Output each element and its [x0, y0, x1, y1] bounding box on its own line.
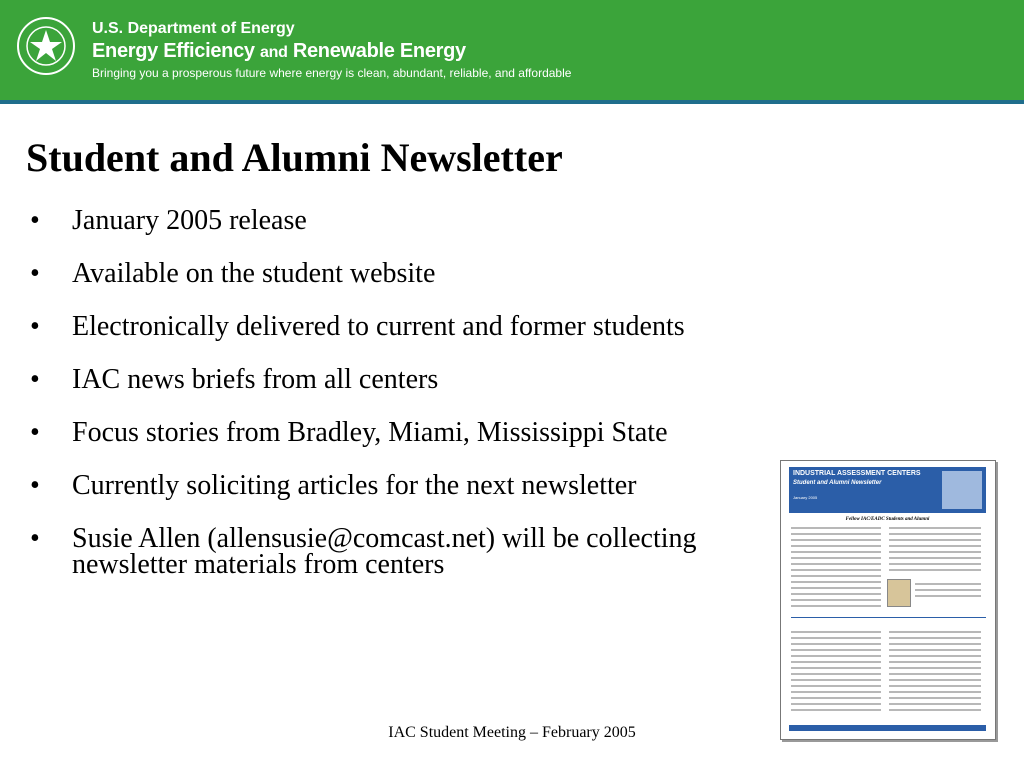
thumbnail-text-line	[915, 595, 981, 597]
thumbnail-text-line	[889, 563, 981, 565]
thumbnail-text-line	[889, 545, 981, 547]
department-name: U.S. Department of Energy	[92, 20, 295, 37]
slide-footer: IAC Student Meeting – February 2005	[388, 724, 636, 741]
thumbnail-text-line	[791, 575, 881, 577]
bullet-item: • Currently soliciting articles for the next newsletter	[30, 473, 790, 499]
thumbnail-text-line	[889, 551, 981, 553]
thumbnail-text-line	[889, 691, 981, 693]
thumbnail-text-line	[791, 685, 881, 687]
bullet-item: • Susie Allen (allensusie@comcast.net) will be collecting newsletter materials from centers	[30, 526, 712, 578]
bullet-item: • Available on the student website	[30, 261, 790, 287]
thumbnail-header-image	[942, 471, 982, 509]
thumbnail-text-line	[889, 685, 981, 687]
thumbnail-text-line	[915, 583, 981, 585]
thumbnail-text-line	[791, 643, 881, 645]
bullet-item: • IAC news briefs from all centers	[30, 367, 790, 393]
newsletter-thumbnail	[780, 460, 996, 740]
thumbnail-text-line	[791, 587, 881, 589]
thumbnail-date: January 2005	[793, 495, 818, 500]
thumbnail-text-line	[791, 539, 881, 541]
thumbnail-text-line	[791, 679, 881, 681]
thumbnail-text-line	[889, 709, 981, 711]
bullet-list	[30, 205, 790, 605]
bullet-item: • Electronically delivered to current and former students	[30, 314, 790, 340]
thumbnail-text-line	[889, 655, 981, 657]
bullet-item: • Focus stories from Bradley, Miami, Mississippi State	[30, 420, 790, 446]
thumbnail-text-line	[889, 557, 981, 559]
thumbnail-text-line	[791, 637, 881, 639]
thumbnail-text-line	[791, 661, 881, 663]
thumbnail-text-line	[791, 697, 881, 699]
header-divider	[0, 100, 1024, 104]
thumbnail-text-line	[889, 679, 981, 681]
thumbnail-text-line	[791, 563, 881, 565]
thumbnail-text-line	[791, 631, 881, 633]
thumbnail-text-line	[889, 539, 981, 541]
thumbnail-text-line	[791, 673, 881, 675]
thumbnail-text-line	[915, 589, 981, 591]
thumbnail-text-line	[791, 527, 881, 529]
thumbnail-text-line	[791, 649, 881, 651]
thumbnail-text-line	[791, 557, 881, 559]
thumbnail-text-line	[791, 599, 881, 601]
thumbnail-text-line	[791, 655, 881, 657]
eere-header-banner	[0, 0, 1024, 100]
thumbnail-text-line	[791, 551, 881, 553]
thumbnail-text-line	[889, 643, 981, 645]
thumbnail-text-line	[889, 649, 981, 651]
doe-seal-icon	[16, 16, 76, 76]
thumbnail-text-line	[791, 569, 881, 571]
thumbnail-text-line	[791, 533, 881, 535]
office-name: Energy Efficiency and Renewable Energy	[92, 40, 466, 62]
thumbnail-text-line	[889, 703, 981, 705]
thumbnail-text-line	[889, 533, 981, 535]
thumbnail-header	[789, 467, 986, 513]
thumbnail-section-heading: Fellow IAC/EADC Students and Alumni	[845, 517, 930, 522]
thumbnail-text-line	[791, 667, 881, 669]
thumbnail-text-line	[791, 703, 881, 705]
thumbnail-text-line	[889, 527, 981, 529]
thumbnail-text-line	[791, 709, 881, 711]
bullet-item: • January 2005 release	[30, 208, 790, 234]
thumbnail-text-line	[791, 581, 881, 583]
thumbnail-text-line	[889, 697, 981, 699]
tagline: Bringing you a prosperous future where energy is clean, abundant, reliable, and affordable	[92, 66, 572, 80]
thumbnail-divider	[791, 617, 986, 618]
thumbnail-text-line	[791, 593, 881, 595]
thumbnail-portrait	[887, 579, 911, 607]
thumbnail-text-line	[889, 673, 981, 675]
thumbnail-text-line	[889, 631, 981, 633]
thumbnail-subtitle: Student and Alumni Newsletter	[793, 480, 882, 486]
thumbnail-text-line	[889, 661, 981, 663]
thumbnail-text-line	[791, 545, 881, 547]
thumbnail-text-line	[889, 569, 981, 571]
thumbnail-text-line	[889, 667, 981, 669]
thumbnail-title: INDUSTRIAL ASSESSMENT CENTERS	[793, 470, 921, 477]
thumbnail-text-line	[791, 691, 881, 693]
thumbnail-text-line	[889, 637, 981, 639]
thumbnail-text-line	[791, 605, 881, 607]
slide-title: Student and Alumni Newsletter	[26, 135, 563, 180]
